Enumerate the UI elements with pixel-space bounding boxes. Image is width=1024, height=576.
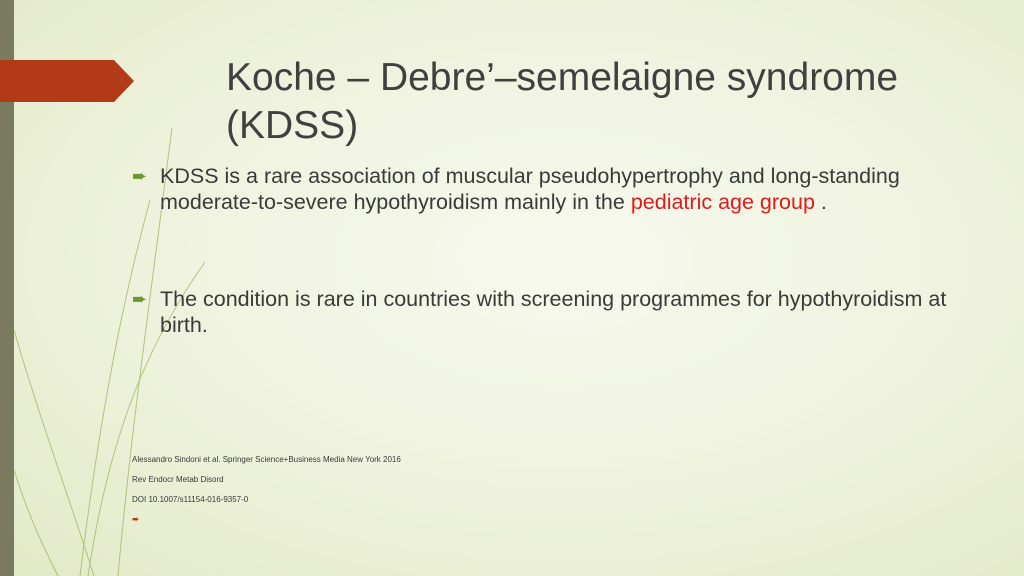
bullet-item-1 [132,163,952,215]
bullet-1-highlight: pediatric age group [630,190,815,214]
reference-line-2: Rev Endocr Metab Disord [132,475,224,484]
slide-title [226,54,986,150]
title-line-1: Koche – Debre’–semelaigne syndrome [226,56,899,99]
bullet-text-2: The condition is rare in countries with screening programmes for hypothyroidism at birth. [160,287,947,337]
bullet-item-2 [132,286,952,338]
title-accent-tab [0,60,134,102]
arrow-bullet-icon: ➨ [132,289,148,309]
bullet-1-text-after: . [814,190,827,214]
reference-line-1: Alessandro Sindoni et al. Springer Science+Business Media New York 2016 [132,455,401,464]
arrow-bullet-icon: ➨ [132,166,148,186]
title-line-2: (KDSS) [226,104,359,147]
bullet-text-1 [160,163,950,215]
reference-line-3: DOI 10.1007/s11154-016-9357-0 [132,495,249,504]
small-arrow-bullet-icon: ➨ [132,514,140,524]
bullet-1-text-before: KDSS is a rare association of muscular pseudohypertrophy and long-standing moderate-to-severe hypothyroidism mainly in the [160,164,900,214]
